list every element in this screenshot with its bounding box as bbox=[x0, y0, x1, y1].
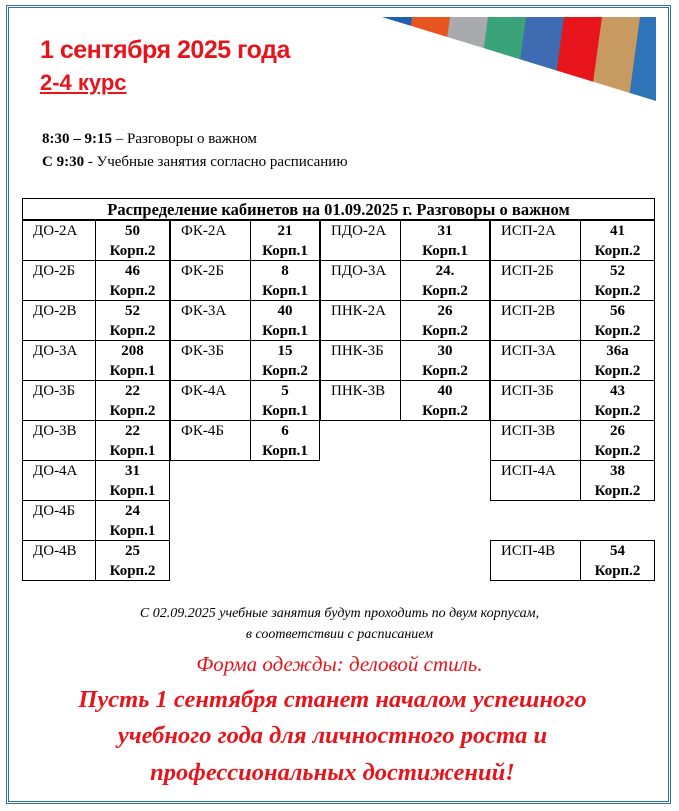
dress-code: Форма одежды: деловой стиль. bbox=[196, 652, 483, 676]
building-label: Корп.2 bbox=[422, 363, 468, 379]
building-label: Корп.2 bbox=[594, 443, 641, 459]
room-cell bbox=[580, 300, 655, 341]
building-label: Корп.1 bbox=[422, 243, 468, 259]
room-number: 26 bbox=[610, 423, 625, 439]
group-cell: ДО-2А bbox=[22, 220, 96, 261]
room-number: 41 bbox=[610, 223, 625, 239]
group-cell: ФК-4А bbox=[170, 380, 251, 421]
building-label: Корп.2 bbox=[594, 483, 641, 499]
building-label: Корп.1 bbox=[262, 443, 308, 459]
room-cell bbox=[250, 380, 320, 421]
room-number: 38 bbox=[610, 463, 625, 479]
building-label: Корп.1 bbox=[109, 363, 156, 379]
group-cell: ИСП-3А bbox=[490, 340, 581, 381]
group-cell: ДО-3В bbox=[22, 420, 96, 461]
room-cell bbox=[400, 380, 490, 421]
building-label: Корп.2 bbox=[594, 403, 641, 419]
room-cell bbox=[250, 220, 320, 261]
group-cell: ФК-3А bbox=[170, 300, 251, 341]
room-cell bbox=[95, 500, 170, 541]
room-number: 25 bbox=[125, 543, 140, 559]
room-number: 40 bbox=[277, 303, 293, 319]
room-number: 6 bbox=[281, 423, 289, 439]
room-cell bbox=[95, 260, 170, 301]
group-cell: ДО-4В bbox=[22, 540, 96, 581]
room-cell bbox=[95, 420, 170, 461]
group-cell: ИСП-3В bbox=[490, 420, 581, 461]
group-cell: ДО-2Б bbox=[22, 260, 96, 301]
room-number: 24. bbox=[435, 263, 455, 279]
room-cell bbox=[250, 340, 320, 381]
room-cell bbox=[580, 220, 655, 261]
room-cell bbox=[95, 460, 170, 501]
building-label: Корп.2 bbox=[594, 563, 641, 579]
group-cell: ПНК-3В bbox=[320, 380, 401, 421]
group-cell: ДО-3А bbox=[22, 340, 96, 381]
wish-line: профессиональных достижений! bbox=[150, 759, 515, 786]
building-label: Корп.2 bbox=[109, 563, 156, 579]
building-label: Корп.2 bbox=[594, 363, 641, 379]
room-cell bbox=[400, 300, 490, 341]
building-label: Корп.1 bbox=[262, 323, 308, 339]
room-number: 31 bbox=[125, 463, 140, 479]
room-cell bbox=[250, 300, 320, 341]
room-number: 24 bbox=[125, 503, 140, 519]
room-number: 54 bbox=[610, 543, 625, 559]
room-number: 52 bbox=[125, 303, 140, 319]
building-label: Корп.2 bbox=[109, 323, 156, 339]
group-cell: ФК-4Б bbox=[170, 420, 251, 461]
room-number: 22 bbox=[125, 423, 140, 439]
building-label: Корп.1 bbox=[109, 523, 156, 539]
building-label: Корп.1 bbox=[262, 283, 308, 299]
group-cell: ИСП-2А bbox=[490, 220, 581, 261]
room-number: 5 bbox=[281, 383, 289, 399]
group-cell: ФК-2А bbox=[170, 220, 251, 261]
schedule-text: - Учебные занятия согласно расписанию bbox=[84, 154, 348, 170]
building-label: Корп.2 bbox=[422, 323, 468, 339]
wish-line: учебного года для личностного роста и bbox=[117, 722, 548, 749]
room-cell bbox=[95, 540, 170, 581]
room-cell bbox=[250, 260, 320, 301]
page-title: 1 сентября 2025 года bbox=[40, 36, 290, 64]
schedule-time: С 9:30 bbox=[42, 154, 85, 170]
room-cell bbox=[580, 260, 655, 301]
building-label: Корп.1 bbox=[262, 243, 308, 259]
room-number: 21 bbox=[277, 223, 293, 239]
room-cell bbox=[250, 420, 320, 461]
group-cell: ПНК-3Б bbox=[320, 340, 401, 381]
building-label: Корп.2 bbox=[594, 243, 641, 259]
building-label: Корп.2 bbox=[422, 403, 468, 419]
wish-line: Пусть 1 сентября станет началом успешного bbox=[78, 686, 587, 713]
group-cell: ИСП-2В bbox=[490, 300, 581, 341]
group-cell: ДО-3Б bbox=[22, 380, 96, 421]
room-cell bbox=[400, 260, 490, 301]
room-number: 31 bbox=[437, 223, 453, 239]
building-label: Корп.2 bbox=[109, 283, 156, 299]
room-cell bbox=[95, 220, 170, 261]
room-cell bbox=[95, 380, 170, 421]
decorative-stripes bbox=[382, 17, 656, 105]
group-cell: ПДО-3А bbox=[320, 260, 401, 301]
building-label: Корп.1 bbox=[109, 443, 156, 459]
room-number: 26 bbox=[437, 303, 453, 319]
room-cell bbox=[580, 340, 655, 381]
group-cell: ИСП-4А bbox=[490, 460, 581, 501]
building-label: Корп.2 bbox=[422, 283, 468, 299]
room-cell bbox=[580, 460, 655, 501]
room-cell bbox=[580, 380, 655, 421]
group-cell: ПНК-2А bbox=[320, 300, 401, 341]
room-number: 50 bbox=[125, 223, 140, 239]
room-cell bbox=[580, 540, 655, 581]
room-number: 36а bbox=[606, 343, 629, 359]
room-number: 15 bbox=[277, 343, 293, 359]
room-number: 22 bbox=[125, 383, 140, 399]
table-title: Распределение кабинетов на 01.09.2025 г. Разговоры о важном bbox=[22, 198, 655, 220]
room-cell bbox=[400, 220, 490, 261]
group-cell: ДО-4А bbox=[22, 460, 96, 501]
group-cell: ИСП-2Б bbox=[490, 260, 581, 301]
group-cell: ИСП-3Б bbox=[490, 380, 581, 421]
room-number: 30 bbox=[437, 343, 453, 359]
note-line: в соответствии с расписанием bbox=[245, 627, 434, 642]
room-cell bbox=[95, 340, 170, 381]
room-number: 56 bbox=[610, 303, 625, 319]
note-line: С 02.09.2025 учебные занятия будут проходить по двум корпусам, bbox=[139, 606, 540, 621]
room-cell bbox=[95, 300, 170, 341]
schedule-time: 8:30 – 9:15 bbox=[42, 131, 112, 147]
group-cell: ФК-3Б bbox=[170, 340, 251, 381]
course-subtitle: 2-4 курс bbox=[40, 70, 127, 95]
group-cell: ПДО-2А bbox=[320, 220, 401, 261]
room-number: 46 bbox=[125, 263, 140, 279]
room-cell bbox=[400, 340, 490, 381]
schedule-line bbox=[42, 131, 257, 148]
building-label: Корп.2 bbox=[109, 403, 156, 419]
room-cell bbox=[580, 420, 655, 461]
room-number: 8 bbox=[281, 263, 289, 279]
room-number: 43 bbox=[610, 383, 625, 399]
group-cell: ФК-2Б bbox=[170, 260, 251, 301]
building-label: Корп.2 bbox=[594, 323, 641, 339]
schedule-line bbox=[42, 154, 348, 171]
group-cell: ДО-2В bbox=[22, 300, 96, 341]
schedule-text: – Разговоры о важном bbox=[112, 131, 257, 147]
building-label: Корп.1 bbox=[262, 403, 308, 419]
building-label: Корп.2 bbox=[594, 283, 641, 299]
room-number: 40 bbox=[437, 383, 453, 399]
room-number: 208 bbox=[121, 343, 144, 359]
building-label: Корп.2 bbox=[262, 363, 308, 379]
building-label: Корп.2 bbox=[109, 243, 156, 259]
group-cell: ДО-4Б bbox=[22, 500, 96, 541]
group-cell: ИСП-4В bbox=[490, 540, 581, 581]
room-number: 52 bbox=[610, 263, 625, 279]
building-label: Корп.1 bbox=[109, 483, 156, 499]
